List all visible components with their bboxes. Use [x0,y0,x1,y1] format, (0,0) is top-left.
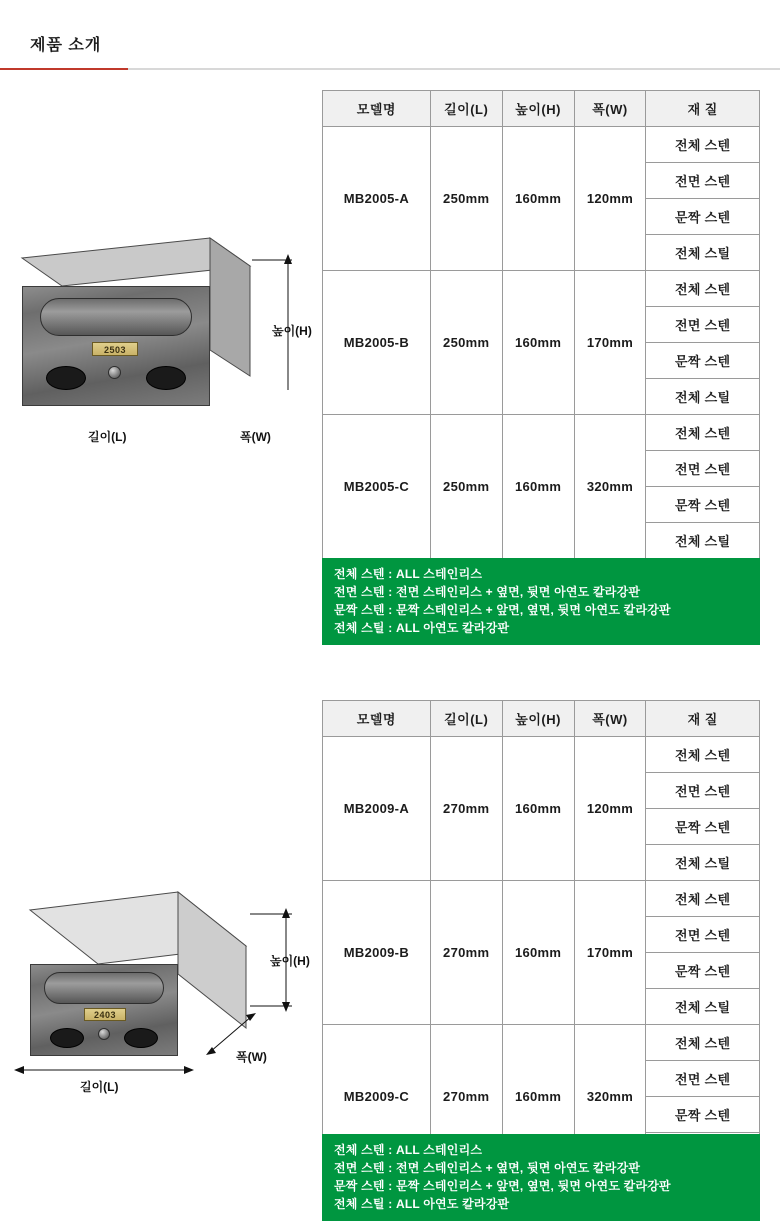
cell-length: 270mm [430,737,502,881]
cell-material: 전체 스틸 [646,845,760,881]
table-row [323,127,760,163]
cell-model: MB2005-A [323,127,431,271]
legend-line: 전체 스틸 : ALL 아연도 칼라강판 [334,621,510,635]
table-row [323,415,760,451]
cell-length: 250mm [430,415,502,559]
hand-hole-right [146,366,186,390]
cell-material: 전면 스텐 [646,163,760,199]
cell-width: 320mm [574,415,646,559]
cell-material: 전체 스틸 [646,379,760,415]
col-length: 길이(L) [430,91,502,127]
cell-material: 전면 스텐 [646,307,760,343]
cell-material: 문짝 스텐 [646,487,760,523]
spec-table-mb2005 [322,90,760,559]
material-legend-mb2005 [322,558,760,645]
cell-length: 250mm [430,127,502,271]
page-title: 제품 소개 [30,37,102,54]
cell-material: 전면 스텐 [646,917,760,953]
cell-length: 270mm [430,881,502,1025]
table-row [323,271,760,307]
hand-hole-left [50,1028,84,1048]
cell-width: 170mm [574,881,646,1025]
col-height: 높이(H) [502,91,574,127]
number-plate: 2503 [92,342,138,356]
number-plate: 2403 [84,1008,126,1021]
cell-material: 전체 스틸 [646,235,760,271]
cell-model: MB2009-A [323,737,431,881]
cell-material: 전체 스텐 [646,415,760,451]
cell-material: 전면 스텐 [646,773,760,809]
lock-cylinder [108,366,121,379]
table-header-row [323,701,760,737]
label-length: 길이(L) [88,430,127,444]
cell-height: 160mm [502,881,574,1025]
product-figure-mb2005 [0,90,322,444]
legend-line: 전면 스텐 : 전면 스테인리스 + 옆면, 뒷면 아연도 칼라강판 [334,1161,641,1175]
legend-line: 전체 스텐 : ALL 스테인리스 [334,1143,483,1157]
material-legend-mb2009 [322,1134,760,1221]
cell-model: MB2009-B [323,881,431,1025]
label-width: 폭(W) [236,1050,267,1064]
table-row [323,737,760,773]
cell-model: MB2009-C [323,1025,431,1169]
label-width: 폭(W) [240,430,271,444]
col-material: 재 질 [646,91,760,127]
legend-line: 전체 스텐 : ALL 스테인리스 [334,567,483,581]
cell-material: 문짝 스텐 [646,809,760,845]
col-height: 높이(H) [502,701,574,737]
product-figure-mb2009 [0,760,322,1094]
cell-material: 전체 스텐 [646,271,760,307]
legend-line: 전체 스틸 : ALL 아연도 칼라강판 [334,1197,510,1211]
cell-height: 160mm [502,271,574,415]
cell-width: 120mm [574,737,646,881]
col-material: 재 질 [646,701,760,737]
cell-material: 전체 스텐 [646,881,760,917]
cell-height: 160mm [502,737,574,881]
hand-hole-right [124,1028,158,1048]
label-length: 길이(L) [80,1080,119,1094]
cell-material: 전체 스틸 [646,989,760,1025]
legend-line: 문짝 스텐 : 문짝 스테인리스 + 앞면, 옆면, 뒷면 아연도 칼라강판 [334,1179,671,1193]
col-width: 폭(W) [574,91,646,127]
cell-material: 전체 스텐 [646,737,760,773]
hand-hole-left [46,366,86,390]
cell-material: 전체 스텐 [646,127,760,163]
col-length: 길이(L) [430,701,502,737]
cell-length: 250mm [430,271,502,415]
cell-model: MB2005-B [323,271,431,415]
legend-line: 문짝 스텐 : 문짝 스테인리스 + 앞면, 옆면, 뒷면 아연도 칼라강판 [334,603,671,617]
cell-material: 전면 스텐 [646,1061,760,1097]
table-header-row [323,91,760,127]
table-row [323,881,760,917]
cell-material: 전체 스텐 [646,1025,760,1061]
cell-height: 160mm [502,1025,574,1169]
cell-material: 문짝 스텐 [646,1097,760,1133]
mail-slot [44,972,164,1004]
cell-model: MB2005-C [323,415,431,559]
cell-material: 문짝 스텐 [646,199,760,235]
cell-height: 160mm [502,127,574,271]
lock-cylinder [98,1028,110,1040]
label-height: 높이(H) [270,954,310,968]
page-header [0,0,780,70]
col-model: 모델명 [323,701,431,737]
cell-material: 문짝 스텐 [646,953,760,989]
mail-slot [40,298,192,336]
cell-material: 전체 스틸 [646,523,760,559]
col-width: 폭(W) [574,701,646,737]
cell-width: 320mm [574,1025,646,1169]
spec-table-mb2009 [322,700,760,1169]
cell-length: 270mm [430,1025,502,1169]
cell-width: 170mm [574,271,646,415]
label-height: 높이(H) [272,324,312,338]
cell-material: 문짝 스텐 [646,343,760,379]
cell-material: 전면 스텐 [646,451,760,487]
header-divider-accent [0,68,128,70]
table-row [323,1025,760,1061]
cell-width: 120mm [574,127,646,271]
cell-height: 160mm [502,415,574,559]
col-model: 모델명 [323,91,431,127]
legend-line: 전면 스텐 : 전면 스테인리스 + 옆면, 뒷면 아연도 칼라강판 [334,585,641,599]
